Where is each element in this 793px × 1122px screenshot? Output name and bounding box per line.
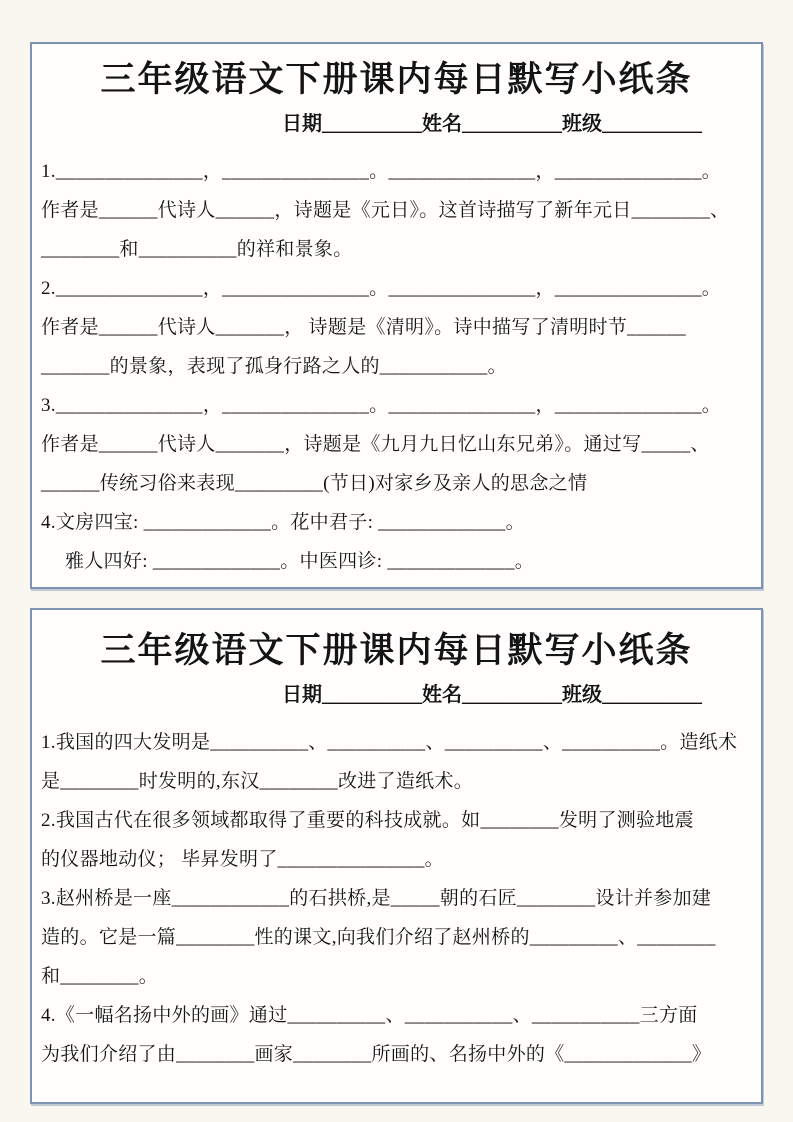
q2-poem-blanks-line: 2._______________，_______________。_______________，_______________。	[41, 278, 722, 299]
q1-author-line: 作者是______代诗人______，诗题是《元日》。这首诗描写了新年元日________、	[41, 200, 730, 221]
q4-culture-terms-line-2: 雅人四好: _____________。中医四诊: _____________。	[65, 551, 535, 572]
date-name-class-header: 日期__________姓名__________班级__________	[282, 684, 702, 706]
date-name-class-header: 日期__________姓名__________班级__________	[282, 113, 702, 135]
q1-poem-blanks-line: 1._______________，_______________。_______________，_______________。	[41, 161, 722, 182]
q4-culture-terms-line-1: 4.文房四宝: _____________。花中君子: _____________。	[41, 512, 525, 533]
worksheet-card-1	[30, 42, 763, 589]
q2-author-line: 作者是______代诗人_______， 诗题是《清明》。诗中描写了清明时节______	[41, 317, 686, 338]
q1-inventions-line-2: 是________时发明的,东汉________改进了造纸术。	[41, 771, 474, 792]
q4-famous-painting-line-1: 4.《一幅名扬中外的画》通过__________、___________、___________三方面	[41, 1005, 698, 1026]
question-list	[41, 723, 752, 1074]
q2-description-line: _______的景象，表现了孤身行路之人的___________。	[41, 356, 507, 377]
q3-zhaozhou-bridge-line-1: 3.赵州桥是一座____________的石拱桥,是_____朝的石匠________设计并参加建	[41, 888, 712, 909]
worksheet-card-2	[30, 608, 763, 1104]
q4-famous-painting-line-2: 为我们介绍了由________画家________所画的、名扬中外的《_____________》	[41, 1044, 712, 1065]
q1-inventions-line-1: 1.我国的四大发明是__________、__________、__________、__________。造纸术	[41, 732, 738, 753]
worksheet-title: 三年级语文下册课内每日默写小纸条	[100, 631, 693, 670]
q3-author-line: 作者是______代诗人_______，诗题是《九月九日忆山东兄弟》。通过写_____、	[41, 434, 710, 455]
q3-zhaozhou-bridge-line-2: 造的。它是一篇________性的课文,向我们介绍了赵州桥的_________、________	[41, 927, 716, 948]
q2-science-line-2: 的仪器地动仪； 毕昇发明了_______________。	[41, 849, 444, 870]
q3-poem-blanks-line: 3._______________，_______________。_______________，_______________。	[41, 395, 722, 416]
question-list	[41, 152, 752, 581]
q3-zhaozhou-bridge-line-3: 和________。	[41, 966, 158, 987]
q2-science-line-1: 2.我国古代在很多领域都取得了重要的科技成就。如________发明了测验地震	[41, 810, 694, 831]
q3-description-line: ______传统习俗来表现_________(节日)对家乡及亲人的思念之情	[41, 473, 588, 494]
q1-description-line: ________和__________的祥和景象。	[41, 239, 353, 260]
worksheet-title: 三年级语文下册课内每日默写小纸条	[100, 60, 693, 99]
